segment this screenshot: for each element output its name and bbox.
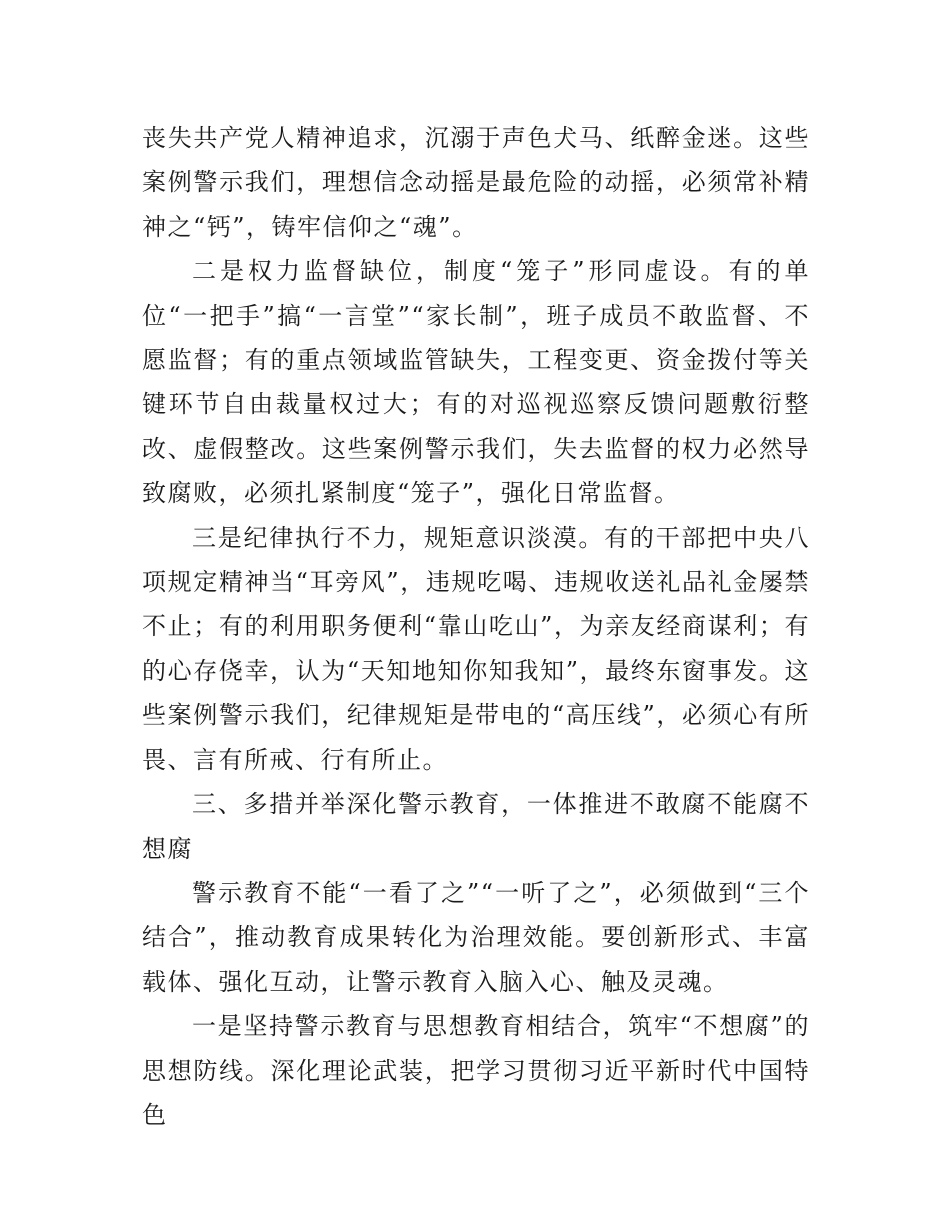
paragraph-4: 警示教育不能“一看了之”“一听了之”，必须做到“三个结合”，推动教育成果转化为治理效能。要创新形式、丰富载体、强化互动，让警示教育入脑入心、触及灵魂。: [142, 878, 810, 996]
paragraph-3: 三是纪律执行不力，规矩意识淡漠。有的干部把中央八项规定精神当“耳旁风”，违规吃喝、违规收送礼品礼金屡禁不止；有的利用职务便利“靠山吃山”，为亲友经商谋利；有的心存侥幸，认为“天知地知你知我知”，最终东窗事发。这些案例警示我们，纪律规矩是带电的“高压线”，必须心有所畏、言有所戒、行有所止。: [142, 523, 810, 774]
paragraph-2: 二是权力监督缺位，制度“笼子”形同虚设。有的单位“一把手”搞“一言堂”“家长制”，班子成员不敢监督、不愿监督；有的重点领域监管缺失，工程变更、资金拨付等关键环节自由裁量权过大；有的对巡视巡察反馈问题敷衍整改、虚假整改。这些案例警示我们，失去监督的权力必然导致腐败，必须扎紧制度“笼子”，强化日常监督。: [142, 257, 810, 508]
paragraph-5: 一是坚持警示教育与思想教育相结合，筑牢“不想腐”的思想防线。深化理论武装，把学习贯彻习近平新时代中国特色: [142, 1012, 810, 1129]
paragraph-1: 丧失共产党人精神追求，沉溺于声色犬马、纸醉金迷。这些案例警示我们，理想信念动摇是最危险的动摇，必须常补精神之“钙”，铸牢信仰之“魂”。: [142, 124, 810, 241]
section-heading: 三、多措并举深化警示教育，一体推进不敢腐不能腐不想腐: [142, 790, 810, 863]
document-page: [142, 116, 810, 1137]
